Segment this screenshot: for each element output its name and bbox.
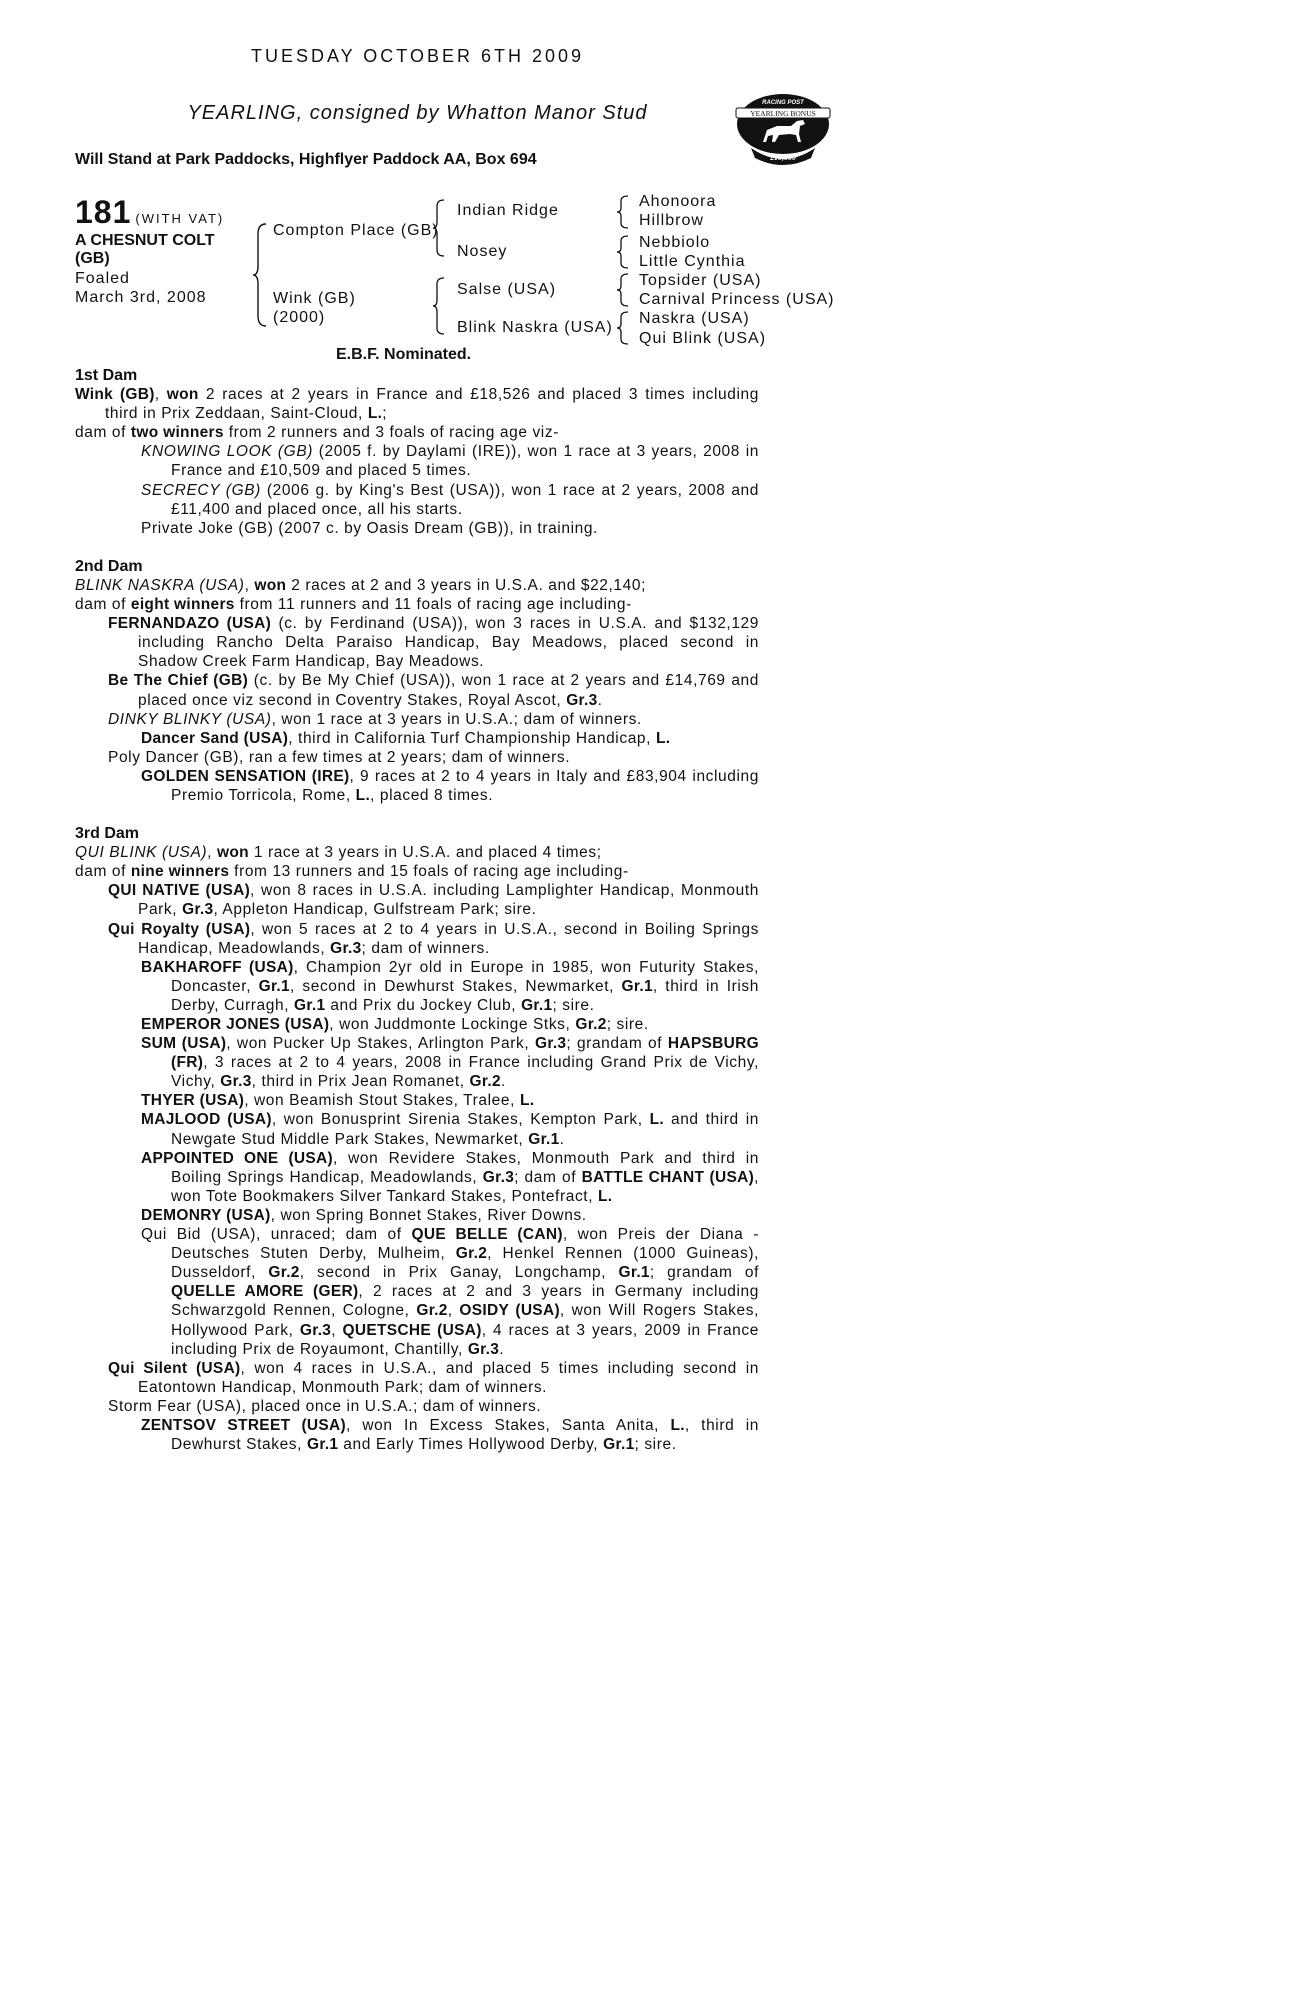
- consignment-line: YEARLING, consigned by Whatton Manor Stud: [187, 102, 648, 124]
- section-spacer: [75, 805, 759, 824]
- bold-text: Gr.1: [528, 1130, 560, 1148]
- lot-country: (GB): [75, 250, 110, 267]
- bold-text: Gr.1: [521, 996, 553, 1014]
- bold-text: QUI NATIVE (USA): [108, 882, 251, 900]
- bold-text: Gr.3: [566, 691, 598, 709]
- badge-ribbon-text: YEARLING BONUS: [750, 109, 816, 118]
- pedigree-entry: [75, 729, 759, 748]
- pedigree-entry: [75, 710, 759, 729]
- bold-text: MAJLOOD (USA): [141, 1111, 272, 1129]
- dam-heading: 2nd Dam: [75, 557, 143, 575]
- entry-text: ; grandam of: [566, 1035, 668, 1053]
- pedigree-entry: [75, 958, 759, 1015]
- bold-text: Gr.2: [575, 1016, 607, 1033]
- bold-text: Gr.1: [621, 977, 653, 995]
- entry-text: (c. by Ferdinand (USA)), won 3 races in U.S.A. and $132,129 including Rancho Delta Paraiso Handicap, Bay Meadows, placed second in Shadow Creek Farm Handicap, Bay Meadows.: [138, 615, 759, 671]
- bold-text: won: [166, 386, 199, 404]
- catalogue-text: [75, 366, 759, 1454]
- bold-text: DEMONRY (USA): [141, 1206, 271, 1224]
- pedigree-dss: Topsider (USA): [639, 272, 762, 289]
- entry-text: Qui Bid (USA), unraced; dam of: [141, 1226, 412, 1244]
- pedigree-entry: [75, 671, 759, 709]
- bold-text: Gr.3: [330, 939, 362, 957]
- entry-text: , placed 8 times.: [370, 786, 494, 804]
- bold-text: Gr.3: [534, 1035, 567, 1053]
- lot-header: [75, 194, 224, 231]
- pedigree-dam-sire: Salse (USA): [457, 281, 557, 298]
- entry-text: ; sire.: [552, 996, 595, 1014]
- pedigree-entry: [75, 423, 759, 442]
- bold-text: Qui Silent (USA): [108, 1359, 241, 1377]
- dam-heading: 3rd Dam: [75, 825, 140, 843]
- pedigree-entry: [75, 843, 759, 862]
- bold-text: Gr.2: [469, 1073, 501, 1091]
- entry-text: , won Will Rogers Stakes, Hollywood Park,: [171, 1302, 759, 1339]
- entry-text: , 3 races at 2 to 4 years, 2008 in France including Grand Prix de Vichy, Vichy,: [171, 1054, 759, 1091]
- entry-text: , won Tote Bookmakers Silver Tankard Stakes, Pontefract,: [171, 1168, 759, 1205]
- sale-date: TUESDAY OCTOBER 6TH 2009: [250, 46, 585, 66]
- entry-text: .: [597, 691, 603, 709]
- pedigree-entry: [75, 385, 759, 423]
- entry-text: dam of: [75, 424, 131, 442]
- pedigree-brace-dam: [432, 276, 446, 336]
- entry-text: (c. by Be My Chief (USA)), won 1 race at 2 years and £14,769 and placed once viz second in Coventry Stakes, Royal Ascot,: [138, 672, 759, 709]
- pedigree-dds: Naskra (USA): [639, 310, 750, 327]
- lot-dob: March 3rd, 2008: [75, 289, 207, 306]
- pedigree-entry: [75, 920, 759, 958]
- pedigree-sire-sire: Indian Ridge: [457, 202, 559, 219]
- entry-text: , won Juddmonte Lockinge Stks,: [329, 1016, 576, 1033]
- entry-text: from 13 runners and 15 foals of racing age including-: [229, 863, 629, 881]
- entry-text: , won Preis der Diana - Deutsches Stuten Derby, Mulheim,: [171, 1226, 759, 1263]
- italic-text: KNOWING LOOK (GB): [141, 443, 314, 461]
- bold-text: Qui Royalty (USA): [108, 920, 251, 938]
- dam-heading: 1st Dam: [75, 367, 138, 384]
- pedigree-brace-gen1: [252, 222, 268, 328]
- bold-text: SUM (USA): [141, 1035, 227, 1053]
- bold-text: QUE BELLE (CAN): [411, 1226, 563, 1244]
- italic-text: SECRECY (GB): [141, 481, 261, 499]
- lot-foaled-label: Foaled: [75, 270, 130, 287]
- entry-text: , third in Irish Derby, Curragh,: [171, 977, 759, 1014]
- bold-text: QUETSCHE (USA): [342, 1321, 482, 1339]
- entry-text: .: [499, 1340, 505, 1358]
- bold-text: Gr.1: [306, 1436, 339, 1454]
- entry-text: ; dam of: [514, 1168, 582, 1186]
- pedigree-entry: [75, 576, 759, 595]
- entry-text: , won Pucker Up Stakes, Arlington Park,: [226, 1035, 535, 1053]
- bold-text: Gr.3: [220, 1073, 252, 1091]
- entry-text: 2 races at 2 and 3 years in U.S.A. and $22,140;: [286, 576, 646, 594]
- pedigree-dsd: Carnival Princess (USA): [639, 291, 835, 308]
- pedigree-entry: [75, 1091, 759, 1110]
- entry-text: and Early Times Hollywood Derby,: [338, 1436, 604, 1454]
- entry-text: ,: [244, 576, 255, 594]
- entry-text: Storm Fear (USA), placed once in U.S.A.; dam of winners.: [108, 1397, 542, 1415]
- pedigree-entry: [75, 1359, 759, 1397]
- entry-text: (2005 f. by Daylami (IRE)), won 1 race at 3 years, 2008 in France and £10,509 and placed 5 times.: [171, 443, 759, 480]
- entry-text: , Champion 2yr old in Europe in 1985, won Futurity Stakes, Doncaster,: [171, 958, 759, 995]
- entry-text: Poly Dancer (GB), ran a few times at 2 years; dam of winners.: [108, 748, 571, 766]
- entry-text: , won In Excess Stakes, Santa Anita,: [346, 1416, 671, 1434]
- bold-text: nine winners: [130, 863, 230, 881]
- bold-text: HAPSBURG (FR): [171, 1035, 759, 1072]
- bold-text: GOLDEN SENSATION (IRE): [141, 767, 350, 785]
- bold-text: won: [217, 844, 249, 862]
- entry-text: , won 1 race at 3 years in U.S.A.; dam of winners.: [271, 710, 642, 728]
- entry-text: .: [500, 1073, 506, 1091]
- pedigree-entry: [75, 881, 759, 919]
- bold-text: Gr.3: [182, 901, 214, 919]
- entry-text: ,: [207, 844, 217, 862]
- bold-text: Gr.2: [455, 1245, 488, 1263]
- bold-text: L.: [598, 1187, 613, 1205]
- bold-text: EMPEROR JONES (USA): [141, 1016, 330, 1033]
- section-spacer: [75, 538, 759, 557]
- entry-text: , second in Prix Ganay, Longchamp,: [299, 1264, 619, 1282]
- entry-text: , second in Dewhurst Stakes, Newmarket,: [289, 977, 622, 995]
- bold-text: Be The Chief (GB): [108, 672, 249, 690]
- bold-text: ZENTSOV STREET (USA): [141, 1416, 347, 1434]
- entry-text: , 2 races at 2 and 3 years in Germany including Schwarzgold Rennen, Cologne,: [171, 1283, 759, 1320]
- entry-text: from 2 runners and 3 foals of racing age viz-: [223, 424, 559, 442]
- entry-text: ,: [447, 1302, 460, 1320]
- badge-top-text: RACING POST: [762, 100, 804, 106]
- pedigree-entry: [75, 519, 759, 538]
- bold-text: FERNANDAZO (USA): [108, 615, 272, 633]
- bold-text: Gr.1: [294, 996, 326, 1014]
- italic-text: DINKY BLINKY (USA): [108, 710, 272, 728]
- bold-text: Gr.3: [299, 1321, 332, 1339]
- pedigree-ddd: Qui Blink (USA): [639, 330, 767, 347]
- bold-text: L.: [519, 1092, 535, 1110]
- pedigree-dam-dam: Blink Naskra (USA): [457, 319, 613, 336]
- entry-text: , Appleton Handicap, Gulfstream Park; sire.: [213, 901, 537, 919]
- bold-text: OSIDY (USA): [459, 1302, 560, 1320]
- pedigree-ssd: Hillbrow: [639, 212, 704, 229]
- pedigree-brace-dd: [616, 310, 630, 346]
- bold-text: two winners: [130, 424, 224, 442]
- pedigree-sds: Nebbiolo: [639, 234, 711, 251]
- pedigree-entry: [75, 1416, 759, 1454]
- entry-text: and Prix du Jockey Club,: [325, 996, 522, 1014]
- pedigree-entry: [75, 1206, 759, 1225]
- entry-text: 1 race at 3 years in U.S.A. and placed 4 times;: [248, 844, 602, 862]
- entry-text: , third in Dewhurst Stakes,: [171, 1416, 759, 1454]
- entry-text: , third in Prix Jean Romanet,: [251, 1073, 470, 1091]
- entry-text: ,: [154, 386, 167, 404]
- bold-text: Wink (GB): [75, 386, 155, 404]
- pedigree-dam: Wink (GB): [273, 290, 356, 307]
- entry-text: ,: [331, 1321, 343, 1339]
- bold-text: L.: [670, 1416, 685, 1434]
- lot-number: 181: [75, 194, 132, 230]
- entry-text: ; dam of winners.: [361, 939, 490, 957]
- yearling-bonus-badge: [733, 90, 833, 168]
- entry-text: ; grandam of: [649, 1264, 759, 1282]
- entry-text: from 11 runners and 11 foals of racing age including-: [234, 596, 632, 614]
- pedigree-brace-ds: [616, 272, 630, 308]
- bold-text: L.: [367, 405, 383, 423]
- pedigree-entry: [75, 1149, 759, 1206]
- bold-text: APPOINTED ONE (USA): [141, 1149, 333, 1167]
- bold-text: L.: [649, 1111, 665, 1129]
- entry-text: , 4 races at 3 years, 2009 in France including Prix de Royaumont, Chantilly,: [171, 1321, 759, 1358]
- bold-text: won: [254, 576, 287, 594]
- entry-text: , 9 races at 2 to 4 years in Italy and £83,904 including Premio Torricola, Rome,: [171, 767, 759, 804]
- pedigree-entry: [75, 748, 759, 767]
- pedigree-dam-year: (2000): [273, 309, 326, 326]
- pedigree-brace-ss: [616, 194, 630, 230]
- pedigree-sdd: Little Cynthia: [639, 253, 746, 270]
- entry-text: dam of: [75, 596, 131, 614]
- entry-text: dam of: [75, 863, 131, 881]
- pedigree-entry: [75, 767, 759, 805]
- entry-text: , won 8 races in U.S.A. including Lamplighter Handicap, Monmouth Park,: [138, 882, 759, 919]
- entry-text: , Henkel Rennen (1000 Guineas), Dusseldorf,: [171, 1245, 759, 1282]
- entry-text: , won Revidere Stakes, Monmouth Park and third in Boiling Springs Handicap, Meadowlands,: [171, 1149, 759, 1186]
- bold-text: L.: [655, 729, 671, 747]
- entry-text: ; sire.: [606, 1016, 649, 1033]
- ebf-nominated: E.B.F. Nominated.: [336, 346, 472, 363]
- entry-text: , won 5 races at 2 to 4 years in U.S.A., second in Boiling Springs Handicap, Meadowlands,: [138, 920, 759, 957]
- pedigree-entry: [75, 862, 759, 881]
- bold-text: eight winners: [130, 596, 235, 614]
- entry-text: 2 races at 2 years in France and £18,526 and placed 3 times including third in Prix Zeddaan, Saint-Cloud,: [105, 386, 759, 423]
- entry-text: (2006 g. by King's Best (USA)), won 1 race at 2 years, 2008 and £11,400 and placed once, all his starts.: [171, 481, 759, 518]
- pedigree-sire-dam: Nosey: [457, 243, 508, 260]
- entry-text: , won 4 races in U.S.A., and placed 5 times including second in Eatontown Handicap, Monmouth Park; dam of winners.: [138, 1359, 759, 1396]
- bold-text: Dancer Sand (USA): [141, 729, 289, 747]
- italic-text: BLINK NASKRA (USA): [75, 576, 245, 594]
- pedigree-sire: Compton Place (GB): [273, 222, 439, 239]
- bold-text: Gr.2: [416, 1302, 448, 1320]
- lot-vat: (WITH VAT): [135, 211, 225, 226]
- pedigree-entry: [75, 1225, 759, 1359]
- bold-text: BAKHAROFF (USA): [141, 958, 294, 976]
- italic-text: QUI BLINK (USA): [75, 844, 208, 862]
- pedigree-entry: [75, 481, 759, 519]
- bold-text: THYER (USA): [141, 1092, 245, 1110]
- entry-text: and third in Newgate Stud Middle Park Stakes, Newmarket,: [171, 1111, 760, 1148]
- bold-text: Gr.2: [268, 1264, 300, 1282]
- pedigree-entry: [75, 595, 759, 614]
- entry-text: , won Bonusprint Sirenia Stakes, Kempton Park,: [271, 1111, 650, 1129]
- pedigree-entry: [75, 1034, 759, 1091]
- pedigree-entry: [75, 1015, 759, 1034]
- pedigree-entry: [75, 614, 759, 671]
- pedigree-entry: [75, 1110, 759, 1148]
- bold-text: Gr.3: [482, 1168, 515, 1186]
- bold-text: Gr.1: [258, 977, 290, 995]
- bold-text: QUELLE AMORE (GER): [171, 1283, 359, 1301]
- entry-text: .: [559, 1130, 565, 1148]
- badge-amount: £10,000: [770, 153, 796, 162]
- pedigree-brace-sd: [616, 234, 630, 270]
- entry-text: , third in California Turf Championship Handicap,: [288, 729, 656, 747]
- pedigree-entry: [75, 1397, 759, 1416]
- entry-text: ;: [382, 405, 388, 423]
- entry-text: , won Beamish Stout Stakes, Tralee,: [244, 1092, 520, 1110]
- entry-text: , won Spring Bonnet Stakes, River Downs.: [270, 1206, 587, 1224]
- bold-text: Gr.1: [618, 1264, 650, 1282]
- pedigree-entry: [75, 442, 759, 480]
- pedigree-sss: Ahonoora: [639, 193, 717, 210]
- bold-text: BATTLE CHANT (USA): [581, 1168, 755, 1186]
- stand-location: Will Stand at Park Paddocks, Highflyer Paddock AA, Box 694: [75, 151, 537, 168]
- entry-text: Private Joke (GB) (2007 c. by Oasis Dream (GB)), in training.: [141, 519, 598, 537]
- bold-text: Gr.1: [603, 1436, 635, 1454]
- entry-text: ; sire.: [634, 1436, 677, 1454]
- bold-text: L.: [355, 786, 371, 804]
- bold-text: Gr.3: [467, 1340, 500, 1358]
- lot-sex: A CHESNUT COLT: [75, 232, 215, 249]
